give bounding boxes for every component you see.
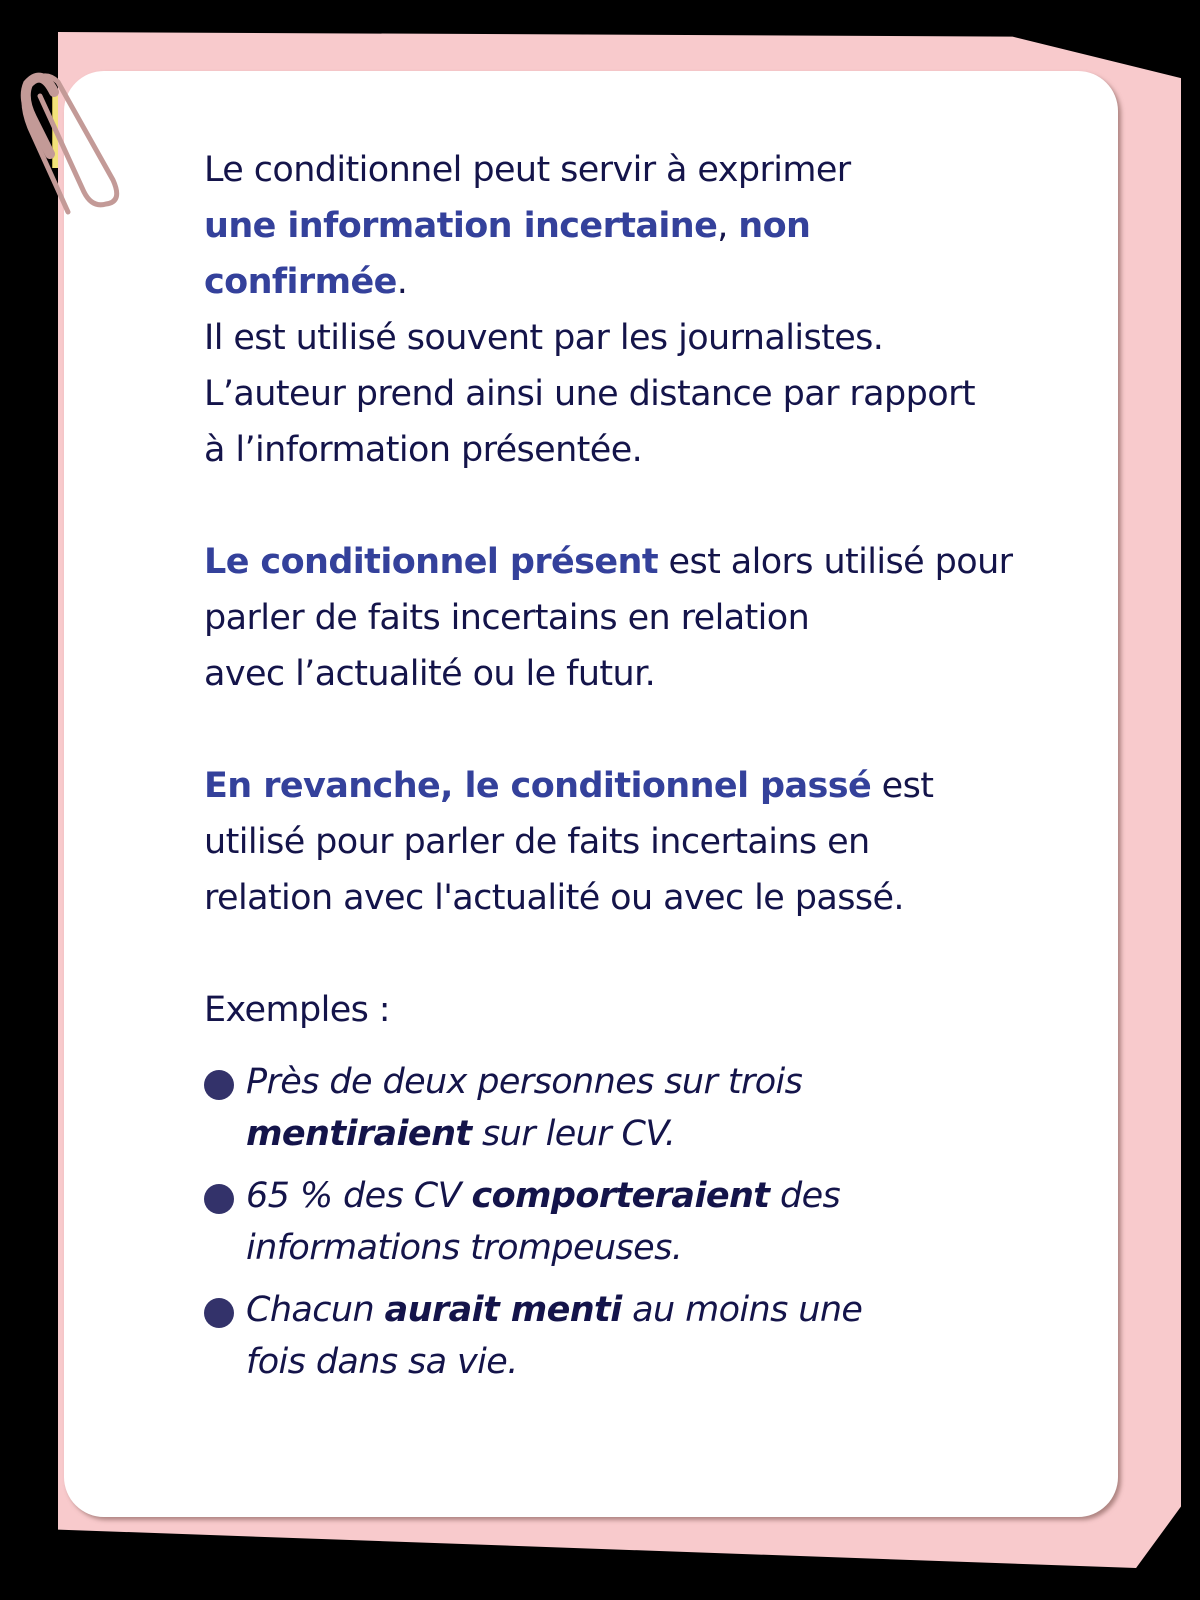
example-bold-verb: comporteraient — [471, 1176, 770, 1216]
present-paragraph — [204, 534, 1094, 702]
intro-highlight-unconfirmed-2: confirmée — [204, 262, 397, 302]
spacer — [204, 478, 1094, 534]
intro-line-1: Le conditionnel peut servir à exprimer — [204, 150, 851, 190]
past-highlight: En revanche, le conditionnel passé — [204, 766, 872, 806]
intro-line-4: Il est utilisé souvent par les journalistes. — [204, 318, 884, 358]
example-text: fois dans sa vie. — [246, 1342, 518, 1382]
intro-paragraph — [204, 142, 1094, 478]
spacer — [204, 926, 1094, 982]
example-item — [204, 1170, 1094, 1274]
intro-comma: , — [717, 206, 739, 246]
card-content — [204, 142, 1094, 1398]
example-text: au moins une — [621, 1290, 863, 1330]
past-paragraph — [204, 758, 1094, 926]
past-line-3: relation avec l'actualité ou avec le passé. — [204, 878, 904, 918]
bullet-icon — [204, 1298, 234, 1328]
present-line-1-rest: est alors utilisé pour — [657, 542, 1013, 582]
intro-line-5: L’auteur prend ainsi une distance par rapport — [204, 374, 975, 414]
example-text: des — [769, 1176, 841, 1216]
past-line-2: utilisé pour parler de faits incertains en — [204, 822, 870, 862]
paperclip-icon — [20, 62, 120, 222]
intro-period: . — [396, 262, 408, 302]
examples-list — [204, 1056, 1094, 1388]
example-text: informations trompeuses. — [246, 1228, 683, 1268]
example-bold-verb: mentiraient — [246, 1114, 472, 1154]
intro-highlight-unconfirmed-1: non — [738, 206, 811, 246]
example-text: sur leur CV. — [471, 1114, 676, 1154]
present-line-3: avec l’actualité ou le futur. — [204, 654, 656, 694]
bullet-icon — [204, 1184, 234, 1214]
example-bold-verb: aurait menti — [384, 1290, 622, 1330]
bullet-icon — [204, 1070, 234, 1100]
example-text: Chacun — [246, 1290, 385, 1330]
intro-line-6: à l’information présentée. — [204, 430, 643, 470]
present-line-2: parler de faits incertains en relation — [204, 598, 810, 638]
example-item — [204, 1056, 1094, 1160]
present-highlight: Le conditionnel présent — [204, 542, 658, 582]
spacer — [204, 702, 1094, 758]
past-line-1-rest: est — [871, 766, 934, 806]
example-text: Près de deux personnes sur trois — [246, 1062, 803, 1102]
intro-highlight-uncertain: une information incertaine — [204, 206, 718, 246]
example-item — [204, 1284, 1094, 1388]
examples-label: Exemples : — [204, 990, 391, 1030]
example-text: 65 % des CV — [246, 1176, 472, 1216]
